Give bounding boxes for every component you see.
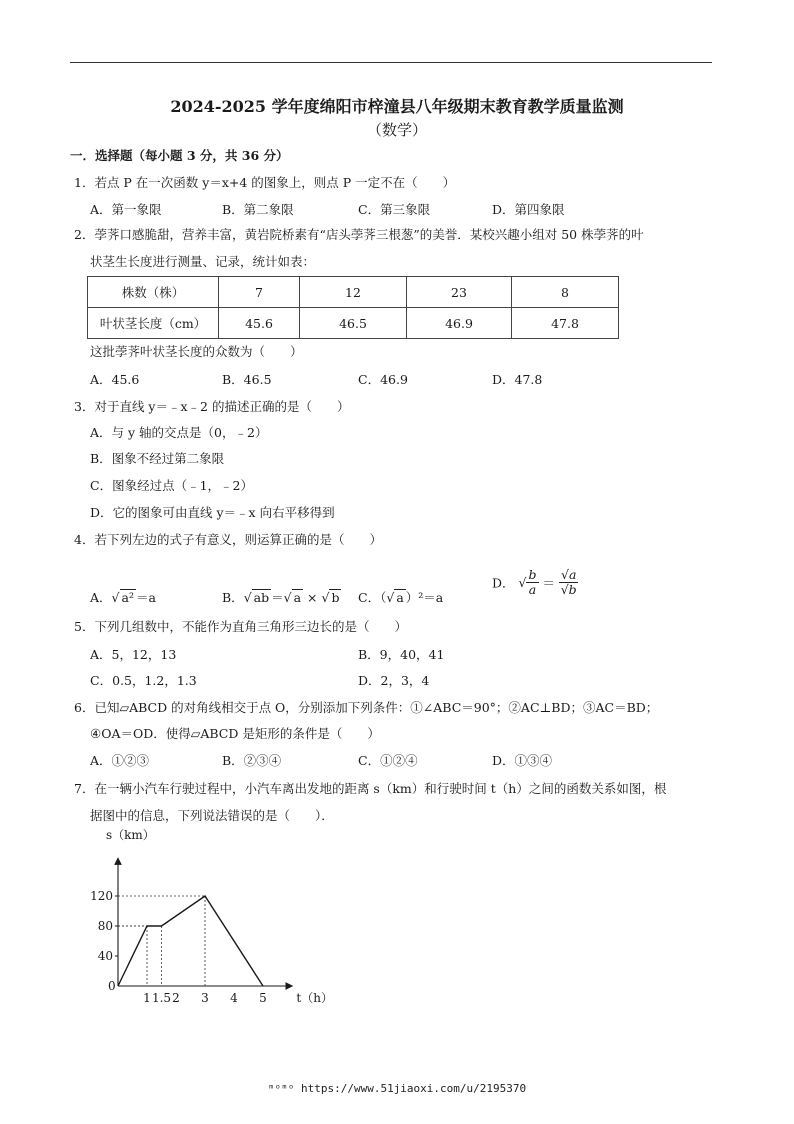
radicand: b bbox=[331, 590, 340, 605]
header-rule bbox=[70, 62, 712, 63]
fraction bbox=[526, 568, 538, 597]
q3-option-a: A．与 y 轴的交点是（0，﹣2） bbox=[90, 425, 268, 440]
option-label: B． bbox=[222, 590, 244, 605]
q6-stem-line2: ④OA＝OD．使得▱ABCD 是矩形的条件是（ ） bbox=[90, 726, 380, 741]
q3-option-b: B．图象不经过第二象限 bbox=[90, 451, 225, 466]
table-row bbox=[88, 277, 619, 308]
table-cell: 46.5 bbox=[300, 308, 407, 339]
table-cell: 23 bbox=[407, 277, 512, 308]
q2-data-table bbox=[87, 276, 619, 339]
radical-sign: √ bbox=[518, 575, 527, 590]
q3-option-d: D．它的图象可由直线 y＝﹣x 向右平移得到 bbox=[90, 505, 335, 520]
radicand: a² bbox=[121, 590, 134, 605]
option-label: A． bbox=[90, 590, 112, 605]
times-sign: × bbox=[303, 590, 322, 605]
q2-stem-line1: 2．荸荠口感脆甜，营养丰富，黄岩院桥素有“店头荸荠三根葱”的美誉．某校兴趣小组对 50 株荸荠的叶 bbox=[74, 227, 644, 242]
table-row bbox=[88, 308, 619, 339]
q6-stem-line1: 6．已知▱ABCD 的对角线相交于点 O，分别添加下列条件：①∠ABC＝90°；②AC⊥BD；③AC＝BD； bbox=[74, 700, 659, 715]
q1-option-a: A．第一象限 bbox=[90, 202, 162, 217]
radical-sign: √ bbox=[386, 590, 395, 605]
q1-option-d: D．第四象限 bbox=[492, 202, 565, 217]
x-tick-label: 5 bbox=[259, 991, 267, 1005]
equals-sign: ＝ bbox=[542, 575, 555, 591]
option-label: C． bbox=[358, 590, 381, 605]
q5-option-d: D．2，3，4 bbox=[358, 673, 430, 688]
q7-stem-line1: 7．在一辆小汽车行驶过程中，小汽车离出发地的距离 s（km）和行驶时间 t（h）之间的函数关系如图，根 bbox=[74, 781, 667, 796]
q2-option-d: D．47.8 bbox=[492, 372, 543, 387]
page-title: 2024-2025 学年度绵阳市梓潼县八年级期末教育教学质量监测 bbox=[170, 97, 624, 116]
y-tick-label: 80 bbox=[97, 919, 113, 933]
q4-option-b bbox=[222, 588, 341, 606]
footer-url: ᵐᵒᵐᵒ https://www.51jiaoxi.com/u/2195370 bbox=[267, 1082, 527, 1095]
radicand: a bbox=[396, 590, 404, 605]
x-tick-label: 3 bbox=[201, 991, 209, 1005]
x-tick-label: 1 bbox=[143, 991, 151, 1005]
q6-option-c: C．①②④ bbox=[358, 753, 418, 768]
table-cell: 株数（株） bbox=[88, 277, 219, 308]
q7-stem-line2: 据图中的信息，下列说法错误的是（ ）． bbox=[90, 808, 334, 823]
radicand: ab bbox=[253, 590, 270, 605]
radical-sign: √ bbox=[283, 590, 292, 605]
table-cell: 叶状茎长度（cm） bbox=[88, 308, 219, 339]
expression-rhs: ）²＝a bbox=[405, 590, 444, 605]
fraction bbox=[559, 568, 578, 597]
y-tick-label: 40 bbox=[97, 949, 113, 963]
denominator-radicand: b bbox=[568, 582, 577, 597]
q1-stem: 1．若点 P 在一次函数 y＝x+4 的图象上，则点 P 一定不在（ ） bbox=[74, 175, 456, 190]
option-label: D． bbox=[492, 575, 515, 591]
denominator: √b bbox=[560, 582, 577, 597]
distance-time-chart bbox=[80, 825, 380, 1010]
expression-rhs: ＝a bbox=[135, 590, 156, 605]
table-cell: 45.6 bbox=[219, 308, 300, 339]
q4-stem: 4．若下列左边的式子有意义，则运算正确的是（ ） bbox=[74, 532, 382, 547]
q4-option-c bbox=[358, 588, 443, 606]
y-tick-label: 120 bbox=[90, 889, 113, 903]
q6-option-a: A．①②③ bbox=[90, 753, 150, 768]
table-cell: 47.8 bbox=[512, 308, 619, 339]
numerator-radicand: a bbox=[568, 567, 577, 582]
q2-stem-line2: 状茎生长度进行测量、记录，统计如表： bbox=[90, 254, 316, 269]
q6-option-d: D．①③④ bbox=[492, 753, 553, 768]
q5-option-b: B．9，40，41 bbox=[358, 647, 445, 662]
section-heading: 一．选择题（每小题 3 分，共 36 分） bbox=[70, 148, 289, 163]
q6-option-b: B．②③④ bbox=[222, 753, 282, 768]
x-tick-label: 4 bbox=[230, 991, 238, 1005]
q2-option-b: B．46.5 bbox=[222, 372, 272, 387]
origin-label: 0 bbox=[108, 979, 116, 993]
q3-option-c: C．图象经过点（﹣1，﹣2） bbox=[90, 478, 253, 493]
q2-option-c: C．46.9 bbox=[358, 372, 408, 387]
q3-stem: 3．对于直线 y＝﹣x﹣2 的描述正确的是（ ） bbox=[74, 399, 350, 414]
y-axis-label: s（km） bbox=[106, 828, 155, 842]
table-cell: 8 bbox=[512, 277, 619, 308]
table-cell: 12 bbox=[300, 277, 407, 308]
x-axis-label: t（h） bbox=[296, 991, 333, 1005]
q5-option-c: C．0.5，1.2，1.3 bbox=[90, 673, 197, 688]
q4-option-a bbox=[90, 588, 156, 606]
radical-sign: √ bbox=[321, 590, 330, 605]
open-paren: （ bbox=[380, 590, 387, 605]
x-tick-label: 1.5 bbox=[151, 991, 172, 1005]
radicand: a bbox=[293, 590, 302, 605]
denominator: a bbox=[528, 582, 537, 597]
radical-sign: √ bbox=[111, 590, 120, 605]
x-tick-label: 2 bbox=[172, 991, 180, 1005]
page-subtitle: （数学） bbox=[366, 121, 427, 139]
equals-sign: ＝ bbox=[271, 590, 284, 605]
q1-option-b: B．第二象限 bbox=[222, 202, 294, 217]
numerator: b bbox=[528, 567, 537, 582]
q1-option-c: C．第三象限 bbox=[358, 202, 431, 217]
table-cell: 46.9 bbox=[407, 308, 512, 339]
q4-option-d bbox=[492, 568, 578, 597]
q5-option-a: A．5，12，13 bbox=[90, 647, 177, 662]
numerator: √a bbox=[560, 567, 577, 582]
q2-question: 这批荸荠叶状茎长度的众数为（ ） bbox=[90, 344, 303, 359]
table-cell: 7 bbox=[219, 277, 300, 308]
q2-option-a: A．45.6 bbox=[90, 372, 140, 387]
series-line bbox=[118, 896, 263, 986]
q5-stem: 5．下列几组数中，不能作为直角三角形三边长的是（ ） bbox=[74, 619, 407, 634]
radical-sign: √ bbox=[243, 590, 252, 605]
